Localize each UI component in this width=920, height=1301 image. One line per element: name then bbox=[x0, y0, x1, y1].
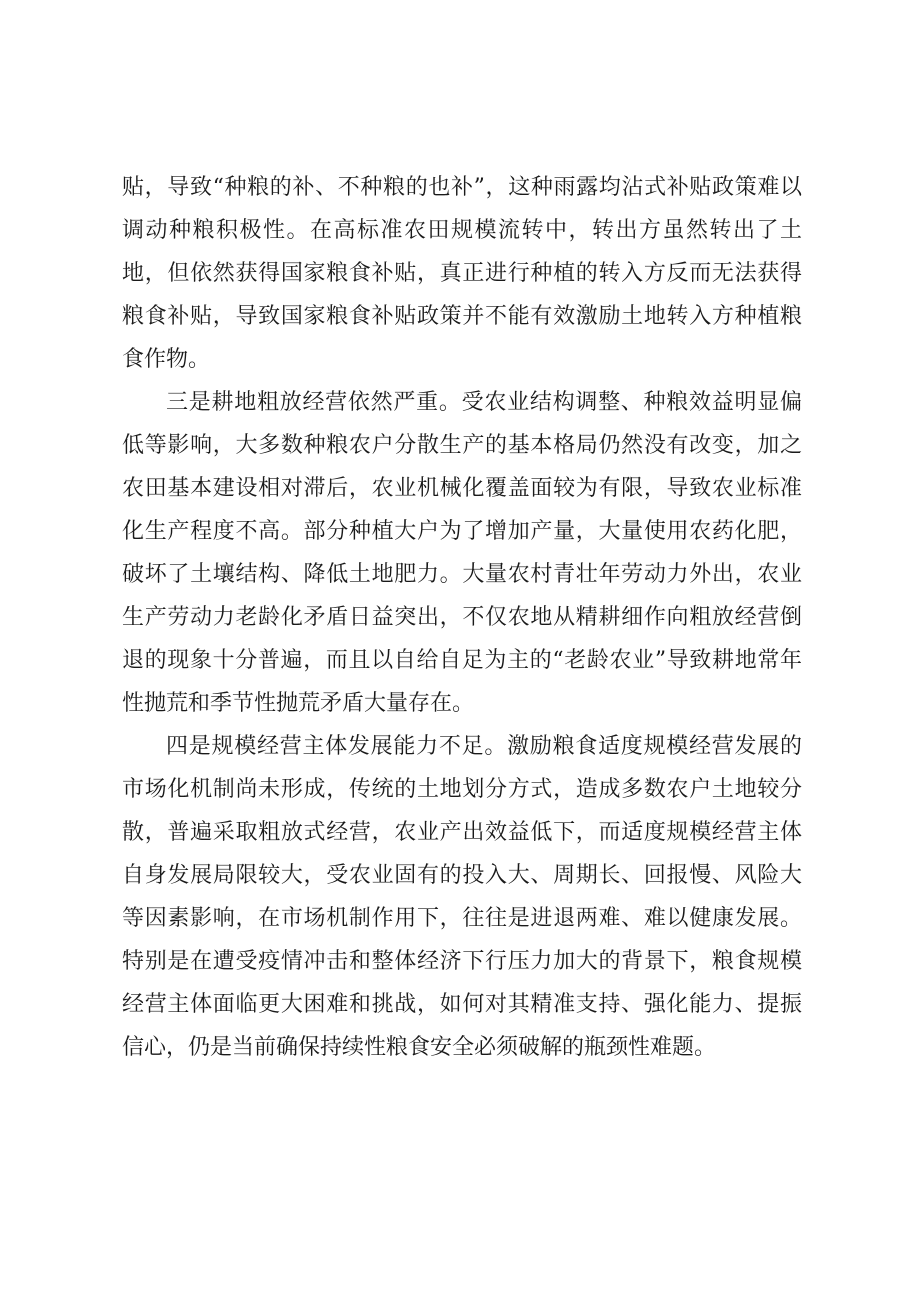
document-body bbox=[122, 166, 802, 1069]
paragraph-continuation: 贴，导致“种粮的补、不种粮的也补”，这种雨露均沾式补贴政策难以调动种粮积极性。在高标准农田规模流转中，转出方虽然转出了土地，但依然获得国家粮食补贴，真正进行种植的转入方反而无法获得粮食补贴，导致国家粮食补贴政策并不能有效激励土地转入方种植粮食作物。 bbox=[122, 175, 802, 372]
paragraph-four-scale-operators: 四是规模经营主体发展能力不足。激励粮食适度规模经营发展的市场化机制尚未形成，传统的土地划分方式，造成多数农户土地较分散，普遍采取粗放式经营，农业产出效益低下，而适度规模经营主体自身发展局限较大，受农业固有的投入大、周期长、回报慢、风险大等因素影响，在市场机制作用下，往往是进退两难、难以健康发展。特别是在遭受疫情冲击和整体经济下行压力加大的背景下，粮食规模经营主体面临更大困难和挑战，如何对其精准支持、强化能力、提振信心，仍是当前确保持续性粮食安全必须破解的瓶颈性难题。 bbox=[122, 734, 802, 1060]
paragraph-three-extensive-farming: 三是耕地粗放经营依然严重。受农业结构调整、种粮效益明显偏低等影响，大多数种粮农户分散生产的基本格局仍然没有改变，加之农田基本建设相对滞后，农业机械化覆盖面较为有限，导致农业标准化生产程度不高。部分种植大户为了增加产量，大量使用农药化肥，破坏了土壤结构、降低土地肥力。大量农村青壮年劳动力外出，农业生产劳动力老龄化矛盾日益突出，不仅农地从精耕细作向粗放经营倒退的现象十分普遍，而且以自给自足为主的“老龄农业”导致耕地常年性抛荒和季节性抛荒矛盾大量存在。 bbox=[122, 390, 802, 716]
